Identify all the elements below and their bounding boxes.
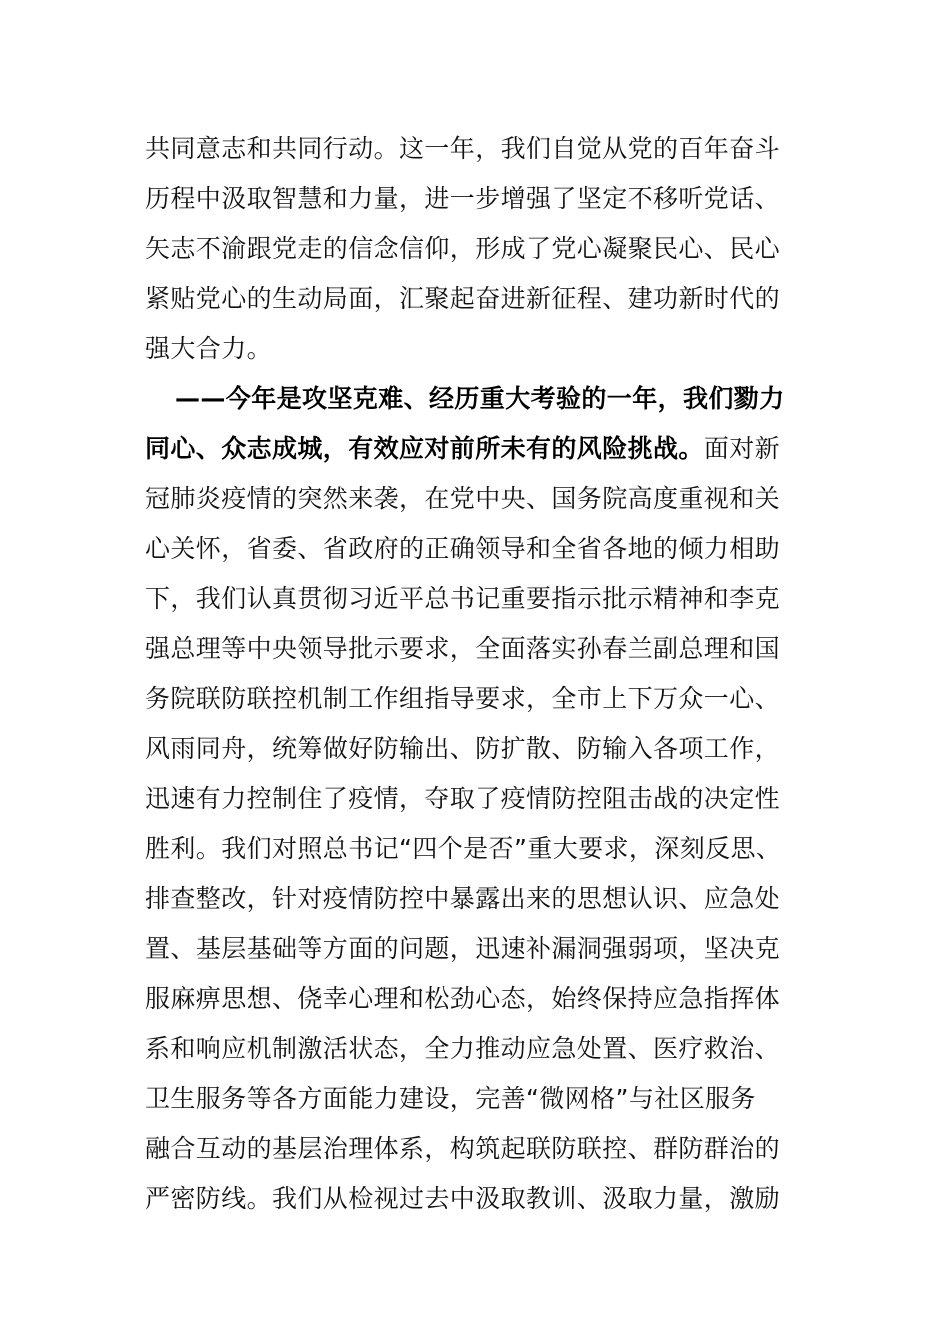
text-line-20: 卫生服务等各方面能力建设，完善“微网格”与社区服务 bbox=[145, 1084, 756, 1113]
text-line-12: 务院联防联控机制工作组指导要求，全市上下万众一心、 bbox=[145, 684, 781, 713]
bold-heading-line-2: 同心、众志成城，有效应对前所未有的风险挑战。 bbox=[145, 434, 704, 463]
text-line-19: 系和响应机制激活状态，全力推动应急处置、医疗救治、 bbox=[145, 1034, 781, 1063]
text-line-21: 融合互动的基层治理体系，构筑起联防联控、群防群治的 bbox=[145, 1134, 781, 1163]
bold-heading-line-1: ——今年是攻坚克难、经历重大考验的一年，我们勠力 bbox=[175, 384, 785, 413]
text-line-15: 胜利。我们对照总书记“四个是否”重大要求，深刻反思、 bbox=[145, 834, 782, 863]
text-line-10: 下，我们认真贯彻习近平总书记重要指示批示精神和李克 bbox=[145, 584, 781, 613]
text-line-13: 风雨同舟，统筹做好防输出、防扩散、防输入各项工作， bbox=[145, 734, 781, 763]
text-line-5: 强大合力。 bbox=[145, 334, 273, 363]
text-line-17: 置、基层基础等方面的问题，迅速补漏洞强弱项，坚决克 bbox=[145, 934, 781, 963]
text-line-16: 排查整改，针对疫情防控中暴露出来的思想认识、应急处 bbox=[145, 884, 781, 913]
text-line-2: 历程中汲取智慧和力量，进一步增强了坚定不移听党话、 bbox=[145, 184, 781, 213]
text-line-3: 矢志不渝跟党走的信念信仰，形成了党心凝聚民心、民心 bbox=[145, 234, 781, 263]
text-line-8: 冠肺炎疫情的突然来袭，在党中央、国务院高度重视和关 bbox=[145, 484, 781, 513]
mixed-line bbox=[145, 429, 805, 469]
text-line-11: 强总理等中央领导批示要求，全面落实孙春兰副总理和国 bbox=[145, 634, 781, 663]
text-line-18: 服麻痹思想、侥幸心理和松劲心态，始终保持应急指挥体 bbox=[145, 984, 781, 1013]
text-line-1: 共同意志和共同行动。这一年，我们自觉从党的百年奋斗 bbox=[145, 134, 781, 163]
text-line-14: 迅速有力控制住了疫情，夺取了疫情防控阻击战的决定性 bbox=[145, 784, 781, 813]
text-line-4: 紧贴党心的生动局面，汇聚起奋进新征程、建功新时代的 bbox=[145, 284, 781, 313]
text-line-continuation: 面对新 bbox=[703, 434, 781, 463]
text-line-22: 严密防线。我们从检视过去中汲取教训、汲取力量，激励 bbox=[145, 1184, 781, 1213]
text-line-9: 心关怀，省委、省政府的正确领导和全省各地的倾力相助 bbox=[145, 534, 781, 563]
